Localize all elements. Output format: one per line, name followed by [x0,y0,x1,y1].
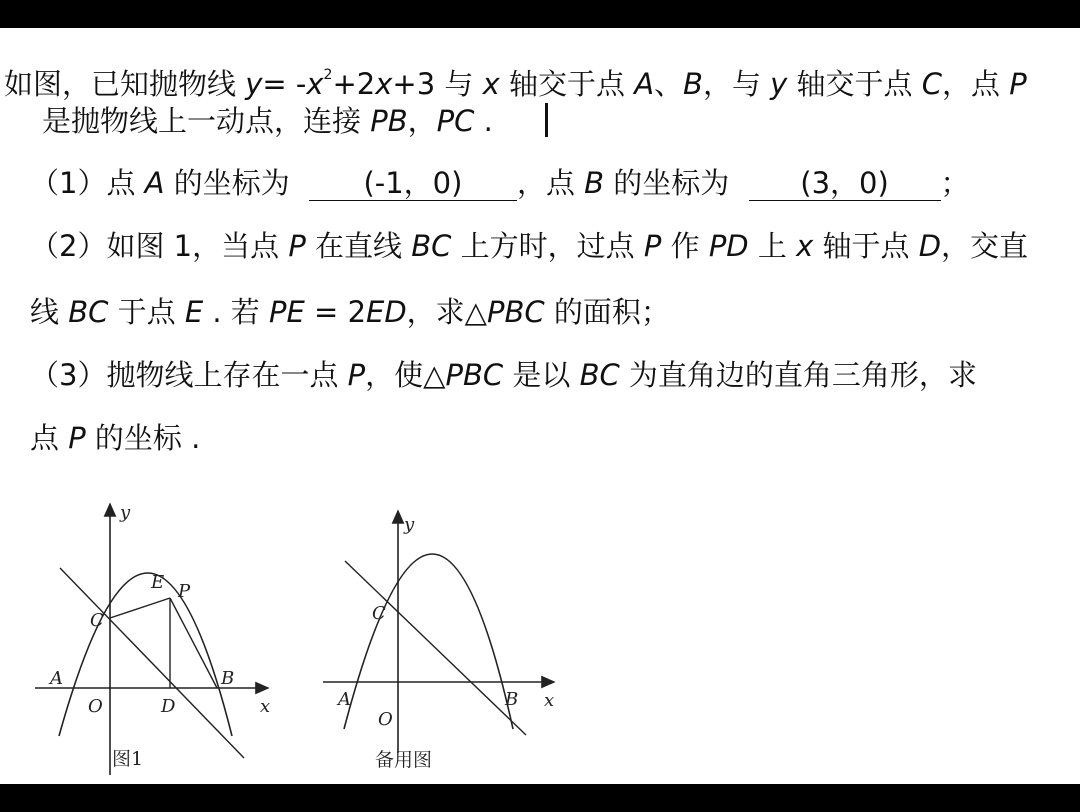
point-b: B [683,67,703,101]
point-p: P [288,229,306,263]
text: +3 与 [392,67,483,101]
text: （2）如图 1，当点 [30,229,289,263]
text: 的坐标为 [604,166,739,200]
label-a: A [338,689,351,710]
text: 是以 [503,358,580,392]
triangle-pbc: PBC [486,295,545,329]
question-2-line-2 [30,295,670,329]
point-p: P [68,421,86,455]
text: 为直角边的直角三角形，求 [619,358,977,392]
line-bc: BC [68,295,109,329]
text: ，交直 [941,229,1029,263]
parabola [59,573,235,736]
text: ，点 [516,166,585,200]
text: 是抛物线上一动点，连接 [42,104,371,138]
text: 线 [30,295,69,329]
point-p: P [347,358,366,392]
var-x: x [375,67,393,101]
segment-pb [170,598,217,688]
problem-line-1 [4,67,1027,101]
text: = - [262,67,307,101]
text: 上 [748,229,797,263]
exponent: 2 [323,67,333,84]
line-bc: BC [411,229,452,263]
label-a: A [50,668,63,689]
label-x: x [260,696,271,717]
text: = 2 [304,295,367,329]
label-c: C [90,610,104,631]
triangle-pbc: PBC [445,358,504,392]
text: . [474,104,493,138]
label-o: O [378,709,393,730]
worksheet-page [0,28,1080,784]
point-p: P [643,229,662,263]
point-a: A [634,67,655,101]
var-y: y [245,67,263,101]
figure-1-caption: 图1 [112,748,144,770]
text: 的坐标为 [164,166,299,200]
question-1 [30,166,970,201]
point-b: B [584,166,605,200]
line-bc: BC [579,358,620,392]
var-x: x [306,67,324,101]
problem-line-2 [42,104,493,138]
text: ，使△ [365,358,446,392]
text: ，与 [702,67,771,101]
text: （1）点 [30,166,145,200]
text: 轴交于点 [499,67,635,101]
point-p: P [1009,67,1027,101]
label-y: y [404,514,415,535]
text: 的坐标 . [85,421,201,455]
text: 上方时，过点 [451,229,644,263]
label-b: B [221,668,235,689]
segment-pe: PE [269,295,305,329]
text: 作 [661,229,709,263]
question-3-line-2 [30,421,201,455]
var-x: x [796,229,814,263]
text-cursor [545,103,548,137]
figure-1 [30,490,290,780]
text: 的面积； [544,295,670,329]
text: . 若 [203,295,270,329]
line-bc [345,561,526,735]
text: ，点 [942,67,1010,101]
label-b: B [505,689,519,710]
text: 如图，已知抛物线 [4,67,246,101]
text: 点 [30,421,69,455]
segment-pb: PB [370,104,408,138]
segment-pc [110,598,170,618]
label-x: x [544,690,555,711]
label-p: P [178,581,191,602]
label-o: O [88,696,103,717]
text: 轴交于点 [787,67,922,101]
figure-2 [318,483,568,778]
text: （3）抛物线上存在一点 [30,358,348,392]
answer-blank-b[interactable]: (3，0) [749,169,941,201]
figure-2-caption: 备用图 [375,749,433,771]
question-2-line-1 [30,229,1029,263]
label-d: D [161,696,176,717]
point-c: C [921,67,943,101]
segment-ed: ED [366,295,407,329]
text: 轴于点 [813,229,919,263]
segment-pd: PD [708,229,749,263]
text: ，求△ [406,295,487,329]
label-c: C [372,603,386,624]
text: ， [407,104,437,138]
point-e: E [184,295,204,329]
question-3-line-1 [30,358,977,392]
segment-pc: PC [436,104,475,138]
label-y: y [120,502,131,523]
answer-blank-a[interactable]: (-1，0) [309,169,517,201]
point-a: A [144,166,165,200]
text: 在直线 [305,229,412,263]
text: +2 [332,67,376,101]
point-d: D [918,229,942,263]
text: 、 [654,67,684,101]
var-x: x [482,67,500,101]
text: ； [940,166,970,200]
label-e: E [151,572,165,593]
text: 于点 [108,295,185,329]
var-y: y [770,67,788,101]
line-bc [60,568,244,758]
